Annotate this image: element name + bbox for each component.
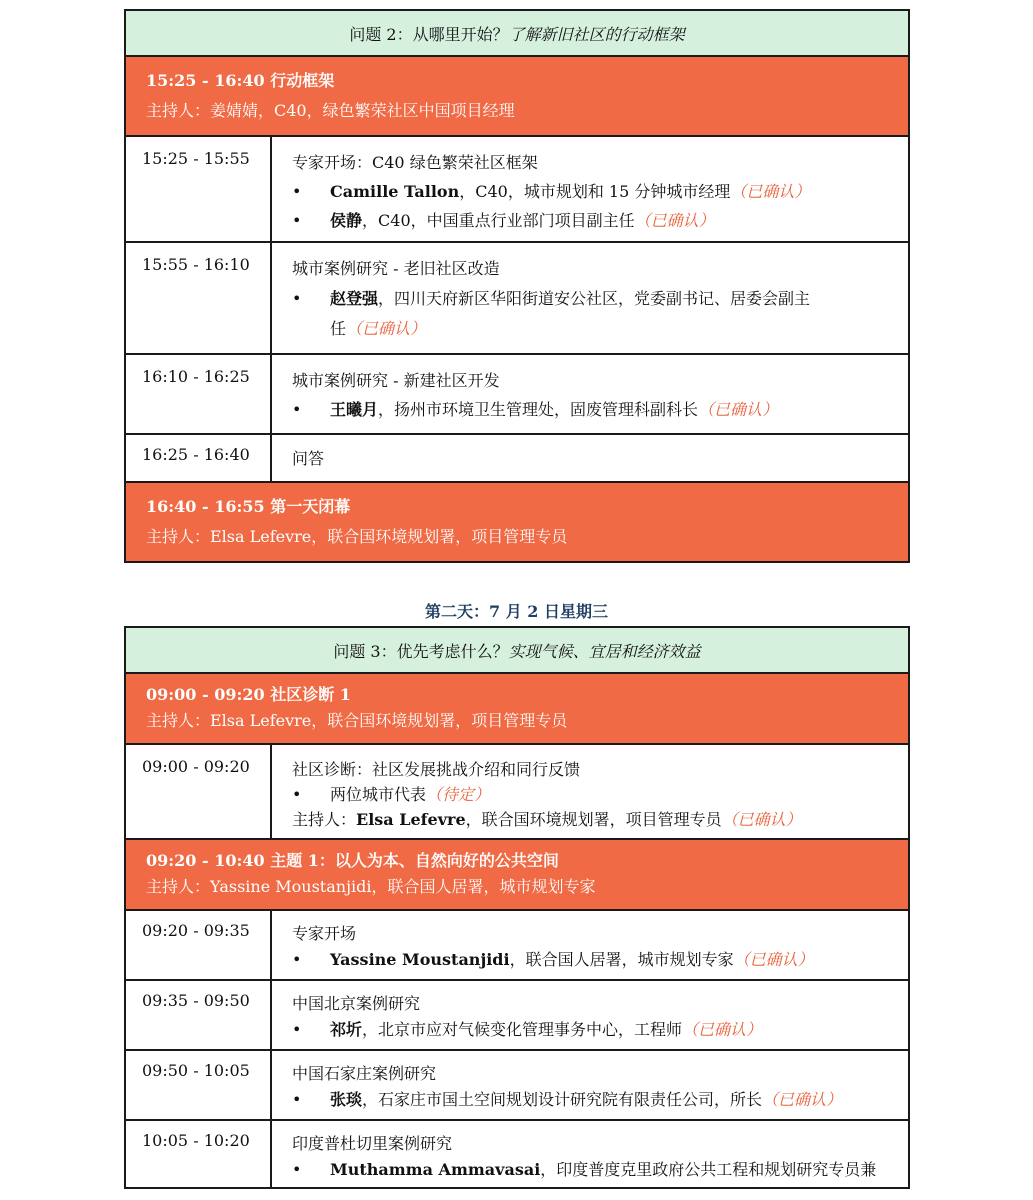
speaker-bullet [292,395,908,424]
topic-header [126,628,908,674]
speaker-name: 侯静 [330,211,363,230]
time-cell: 09:50 - 10:05 [126,1051,272,1119]
speaker-bullet [292,206,908,235]
day-heading: 第二天：7 月 2 日星期三 [425,602,608,621]
item-title: 专家开场：C40 绿色繁荣社区框架 [292,153,538,172]
agenda-row [126,1121,908,1187]
speaker-name: Camille Tallon [330,182,460,201]
bullet-icon: • [292,785,302,804]
bullet-icon: • [292,1020,302,1039]
status-label: （已确认） [698,400,779,419]
time-cell: 09:35 - 09:50 [126,981,272,1049]
topic-italic: 实现气候、宜居和经济效益 [508,641,701,661]
agenda-row [126,745,908,840]
topic-italic: 了解新旧社区的行动框架 [508,24,685,44]
time-cell: 15:25 - 15:55 [126,137,272,241]
section-title: 15:25 - 16:40 行动框架 [146,71,335,90]
status-label: （已确认） [346,319,427,338]
section-host: 主持人：Elsa Lefevre，联合国环境规划署，项目管理专员 [146,711,568,730]
bullet-icon: • [292,182,302,201]
bullet-icon: • [292,289,302,308]
speaker-affiliation: ，石家庄市国土空间规划设计研究院有限责任公司，所长 [362,1090,763,1109]
section-header [126,840,908,911]
host-line [292,807,908,832]
section-title: 16:40 - 16:55 第一天闭幕 [146,497,351,516]
topic-prefix: 问题 3：优先考虑什么？ [333,641,509,661]
status-label: （已确认） [682,1020,763,1039]
speaker-affiliation: ，扬州市环境卫生管理处，固废管理科副科长 [378,400,699,419]
speaker-bullet [292,1157,908,1183]
status-label: （待定） [426,785,491,804]
item-title: 专家开场 [292,924,357,943]
content-cell [272,745,908,838]
status-label: （已确认） [733,950,814,969]
agenda-row [126,355,908,435]
speaker-continuation: 任（已确认） [330,319,427,338]
status-label: （已确认） [730,182,811,201]
content-cell [272,1121,908,1187]
speaker-name: 王曦月 [330,400,379,419]
content-cell [272,1051,908,1119]
time-cell: 09:20 - 09:35 [126,911,272,979]
bullet-icon: • [292,400,302,419]
host-affiliation: ，联合国环境规划署，项目管理专员 [465,810,722,829]
item-title: 中国石家庄案例研究 [292,1064,437,1083]
agenda-row [126,137,908,243]
section-title: 09:00 - 09:20 社区诊断 1 [146,685,351,704]
speaker-affiliation: ，北京市应对气候变化管理事务中心，工程师 [362,1020,683,1039]
item-title: 城市案例研究 - 新建社区开发 [292,371,500,390]
speaker-affiliation: ，C40，城市规划和 15 分钟城市经理 [459,182,731,201]
time-cell: 15:55 - 16:10 [126,243,272,353]
agenda-table-day1 [124,9,910,563]
agenda-row [126,243,908,355]
content-cell [272,911,908,979]
speaker-bullet [292,947,908,973]
speaker-name: 祁圻 [330,1020,363,1039]
speaker-name: Yassine Moustanjidi [330,950,510,969]
section-header [126,674,908,745]
speaker-affiliation: ，印度普度克里政府公共工程和规划研究专员兼 [540,1160,877,1179]
speaker-bullet [292,1017,908,1043]
content-cell [272,435,908,481]
item-title: 城市案例研究 - 老旧社区改造 [292,259,500,278]
topic-prefix: 问题 2：从哪里开始？ [349,24,509,44]
time-cell: 16:25 - 16:40 [126,435,272,481]
speaker-bullet [292,782,908,807]
item-title: 社区诊断：社区发展挑战介绍和同行反馈 [292,760,581,779]
speaker-name: 张琰 [330,1090,363,1109]
item-title: 中国北京案例研究 [292,994,421,1013]
time-cell: 10:05 - 10:20 [126,1121,272,1187]
agenda-row [126,981,908,1051]
host-name: Elsa Lefevre [356,810,466,829]
bullet-icon: • [292,950,302,969]
content-cell [272,355,908,433]
content-cell [272,243,908,353]
item-title: 问答 [292,449,325,468]
item-title: 印度普杜切里案例研究 [292,1134,453,1153]
bullet-icon: • [292,1160,302,1179]
speaker-bullet [292,283,908,315]
content-cell [272,981,908,1049]
bullet-icon: • [292,1090,302,1109]
time-cell: 16:10 - 16:25 [126,355,272,433]
host-label: 主持人： [292,810,357,829]
speaker-text: 两位城市代表 [330,785,427,804]
status-label: （已确认） [721,810,802,829]
speaker-affiliation: ，四川天府新区华阳街道安公社区，党委副书记、居委会副主 [378,289,811,308]
speaker-name: Muthamma Ammavasai [330,1160,541,1179]
agenda-row [126,911,908,981]
speaker-affiliation: ，C40，中国重点行业部门项目副主任 [362,211,635,230]
status-label: （已确认） [634,211,715,230]
bullet-icon: • [292,211,302,230]
agenda-row [126,435,908,483]
speaker-affiliation: ，联合国人居署，城市规划专家 [509,950,734,969]
section-header [126,483,908,561]
section-host: 主持人：Yassine Moustanjidi，联合国人居署，城市规划专家 [146,877,596,896]
agenda-table-day2 [124,626,910,1189]
speaker-bullet [292,1087,908,1113]
agenda-row [126,1051,908,1121]
speaker-name: 赵登强 [330,289,379,308]
section-host: 主持人：Elsa Lefevre，联合国环境规划署，项目管理专员 [146,527,568,546]
section-header [126,57,908,137]
content-cell [272,137,908,241]
section-title: 09:20 - 10:40 主题 1：以人为本、自然向好的公共空间 [146,851,559,870]
section-host: 主持人：姜婧婧，C40，绿色繁荣社区中国项目经理 [146,101,515,120]
topic-header [126,11,908,57]
speaker-bullet [292,177,908,206]
status-label: （已确认） [762,1090,843,1109]
time-cell: 09:00 - 09:20 [126,745,272,838]
